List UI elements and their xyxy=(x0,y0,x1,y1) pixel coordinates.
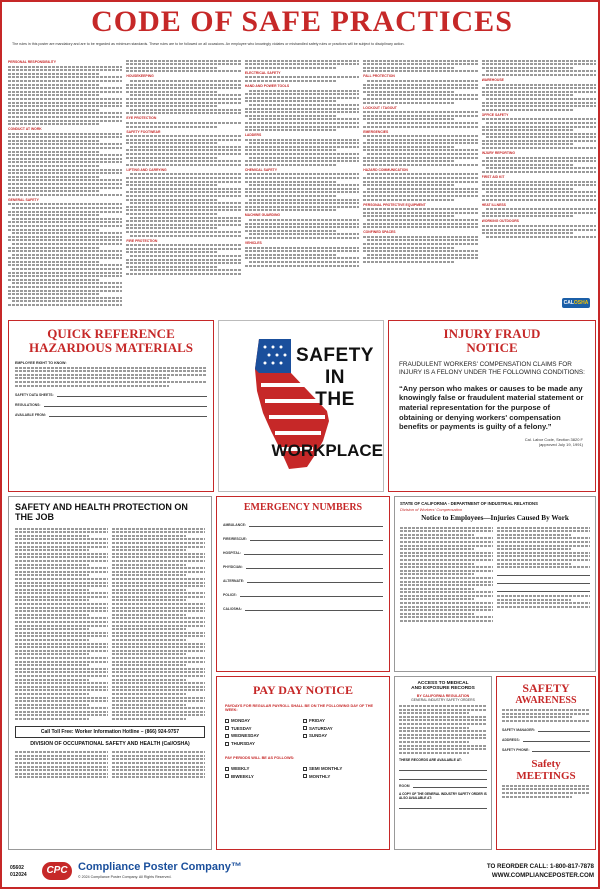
access-title: ACCESS TO MEDICAL xyxy=(417,681,469,686)
poster-title: CODE OF SAFE PRACTICES xyxy=(91,5,513,38)
column-5 xyxy=(482,58,596,308)
poster-footer xyxy=(4,855,600,889)
section-heading: CONDUCT AT WORK xyxy=(8,127,42,132)
section-heading: PERSONAL RESPONSIBILITY xyxy=(8,60,56,64)
period-semi-monthly[interactable]: SEMI MONTHLY xyxy=(303,766,381,771)
safety-meetings-title: Safety xyxy=(531,757,561,770)
section-heading: HAND AND POWER TOOLS xyxy=(244,83,290,88)
section-heading: LIFTING AND CARRYING xyxy=(126,167,167,172)
quick-reference-title: QUICK REFERENCE xyxy=(47,326,175,341)
meetings-title: MEETINGS xyxy=(516,769,576,782)
section-heading: FALL PROTECTION xyxy=(363,74,395,79)
safety-address-field[interactable]: ADDRESS: xyxy=(502,737,590,742)
available-from-field[interactable]: AVAILABLE FROM: xyxy=(15,412,207,417)
section-heading: MACHINE GUARDING xyxy=(244,213,281,218)
division-workers-comp: Division of Workers' Compensation xyxy=(400,507,463,512)
cpc-logo: CPC xyxy=(42,862,72,880)
section-heading: HEAT ILLNESS xyxy=(481,202,506,207)
day-wednesday[interactable]: WEDNESDAY xyxy=(225,733,303,738)
section-heading: WORKING OUTDOORS xyxy=(481,219,519,224)
workplace-text-workplace: WORKPLACE xyxy=(271,441,383,460)
fraud-statement: FRAUDULENT WORKERS' COMPENSATION CLAIMS FOR INJURY IS A FELONY UNDER THE FOLLOWING CONDITIONS: xyxy=(399,361,585,377)
emergency-numbers-title: EMERGENCY NUMBERS xyxy=(243,502,363,513)
section-heading: OFFICE SAFETY xyxy=(481,112,509,117)
period-monthly[interactable]: MONTHLY xyxy=(303,774,381,779)
product-code: 05602 xyxy=(10,865,24,871)
copy-location-line[interactable] xyxy=(399,803,487,809)
column-2 xyxy=(126,58,240,308)
section-heading: FIRE PROTECTION xyxy=(126,238,158,243)
period-weekly[interactable]: WEEKLY xyxy=(225,766,303,771)
injury-fraud-title: INJURY FRAUD xyxy=(443,326,541,341)
section-heading: CONFINED SPACES xyxy=(363,230,396,235)
section-heading: HAZARD COMMUNICATION xyxy=(363,167,408,172)
access-authority: BY CALIFORNIA REGULATION xyxy=(416,694,470,698)
notice-employees-title: Notice to Employees—Injuries Caused By Work xyxy=(421,514,569,522)
reorder-phone: TO REORDER CALL: 1-800-817-7878 xyxy=(486,863,594,870)
section-heading: SAFETY FOOTWEAR xyxy=(126,129,161,134)
fraud-citation: Cal. Labor Code, Section 3820 F xyxy=(524,436,583,442)
day-friday[interactable]: FRIDAY xyxy=(303,718,381,723)
room-field[interactable]: ROOM xyxy=(399,783,487,788)
state-department: STATE OF CALIFORNIA - DEPARTMENT OF INDUSTRIAL RELATIONS xyxy=(400,501,538,506)
police-field[interactable]: POLICE: xyxy=(223,592,383,597)
ambulance-field[interactable]: AMBULANCE: xyxy=(223,522,383,527)
copy-note: A COPY OF THE GENERAL INDUSTRY SAFETY ORDER IS ALSO AVAILABLE AT: xyxy=(399,791,487,800)
section-heading: EYE PROTECTION xyxy=(126,116,157,121)
health-protection-title: SAFETY AND HEALTH PROTECTION ON THE JOB xyxy=(15,502,188,522)
division-name: DIVISION OF OCCUPATIONAL SAFETY AND HEALTH (Cal/OSHA) xyxy=(30,740,190,747)
website-link[interactable]: WWW.COMPLIANCEPOSTER.COM xyxy=(491,872,594,879)
section-heading: WAREHOUSE xyxy=(481,77,504,82)
section-heading: HOUSEKEEPING xyxy=(126,74,154,79)
section-heading: CHEMICAL SAFETY xyxy=(244,167,277,172)
code-columns xyxy=(8,58,596,308)
cal-osha-field[interactable]: CAL/OSHA: xyxy=(223,606,383,611)
safety-workplace-panel xyxy=(218,320,384,492)
section-heading: PERSONAL PROTECTIVE EQUIPMENT xyxy=(363,202,426,207)
access-title-2: AND EXPOSURE RECORDS xyxy=(411,686,475,691)
copyright: © 2024 Compliance Poster Company. All Rights Reserved. xyxy=(78,875,172,879)
section-heading: GENERAL SAFETY xyxy=(8,197,39,202)
health-protection-panel xyxy=(8,496,212,850)
alternate-field[interactable]: ALTERNATE: xyxy=(223,578,383,583)
column-3 xyxy=(245,58,359,308)
payday-subhead: PAYDAYS FOR REGULAR PAYROLL SHALL BE ON THE FOLLOWING DAY OF THE WEEK: xyxy=(225,704,374,712)
section-heading: LOCKOUT / TAGOUT xyxy=(363,105,397,110)
column-4 xyxy=(363,58,477,308)
day-tuesday[interactable]: TUESDAY xyxy=(225,726,303,731)
payday-panel xyxy=(216,676,390,850)
revision-code: 012024 xyxy=(10,872,27,878)
safety-manager-field[interactable]: SAFETY MANAGER: xyxy=(502,727,590,732)
day-monday[interactable]: MONDAY xyxy=(225,718,303,723)
day-saturday[interactable]: SATURDAY xyxy=(303,726,381,731)
section-heading: EMERGENCIES xyxy=(363,129,389,134)
emergency-numbers-panel xyxy=(216,496,390,672)
cal-osha-badge: CALOSHA xyxy=(563,300,589,306)
records-location-line-2[interactable] xyxy=(399,774,487,780)
safety-awareness-panel xyxy=(496,676,596,850)
notice-title: NOTICE xyxy=(466,340,518,355)
section-heading: VEHICLES xyxy=(244,240,262,245)
injury-fraud-panel xyxy=(388,320,596,492)
section-heading: FIRST AID KIT xyxy=(481,175,505,180)
fire-rescue-field[interactable]: FIRE/RESCUE: xyxy=(223,536,383,541)
regulations-field[interactable]: REGULATIONS: xyxy=(15,402,207,407)
awareness-title: AWARENESS xyxy=(515,695,577,706)
brand-name: Compliance Poster Company™ xyxy=(78,861,242,873)
fraud-citation-date: (approved July 19, 1991) xyxy=(538,441,583,447)
right-to-know-heading: EMPLOYEE RIGHT TO KNOW: xyxy=(15,361,67,365)
hospital-field[interactable]: HOSPITAL: xyxy=(223,550,383,555)
section-heading: INJURY REPORTING xyxy=(481,151,515,156)
safety-phone-field[interactable]: SAFETY PHONE: xyxy=(502,747,590,752)
physician-field[interactable]: PHYSICIAN: xyxy=(223,564,383,569)
hazardous-materials-title: HAZARDOUS MATERIALS xyxy=(28,340,194,355)
access-regulation: GENERAL INDUSTRY SAFETY ORDERS xyxy=(411,698,475,702)
pay-periods-subhead: PAY PERIODS WILL BE AS FOLLOWS: xyxy=(225,755,295,760)
intro-text: The rules in this poster are mandatory and are to be regarded as minimum standards. These rules are to be followed on all occasions. An employee who knowingly violates or mishandled safety rules or practices will be subject to disciplinary action. xyxy=(12,42,405,46)
access-records-panel xyxy=(394,676,492,850)
payday-title: PAY DAY NOTICE xyxy=(252,683,354,697)
worker-hotline: Call Toll Free: Worker Information Hotline – (866) 924-9757 xyxy=(15,726,205,738)
fraud-quote: “Any person who makes or causes to be made any knowingly false or fraudulent material statement or material representation for the purpose of obtaining or denying workers' compensation benefits or payments is guilty of a felony.” xyxy=(399,383,584,432)
sds-field[interactable]: SAFETY DATA SHEETS: xyxy=(15,392,207,397)
column-1 xyxy=(8,58,122,308)
section-heading: LADDERS xyxy=(244,133,262,138)
notice-employees-panel xyxy=(394,496,596,672)
safety-awareness-title: SAFETY xyxy=(522,681,570,695)
records-location-line[interactable] xyxy=(399,765,487,771)
quick-reference-panel xyxy=(8,320,214,492)
workplace-text-the: THE xyxy=(315,389,355,410)
records-label: THESE RECORDS ARE AVAILABLE AT: xyxy=(399,757,462,762)
day-thursday[interactable]: THURSDAY xyxy=(225,741,303,746)
period-biweekly[interactable]: BIWEEKLY xyxy=(225,774,303,779)
day-sunday[interactable]: SUNDAY xyxy=(303,733,381,738)
workplace-text-in: IN xyxy=(325,367,345,388)
workplace-text-safety: SAFETY xyxy=(296,345,374,366)
section-heading: ELECTRICAL SAFETY xyxy=(244,70,281,75)
